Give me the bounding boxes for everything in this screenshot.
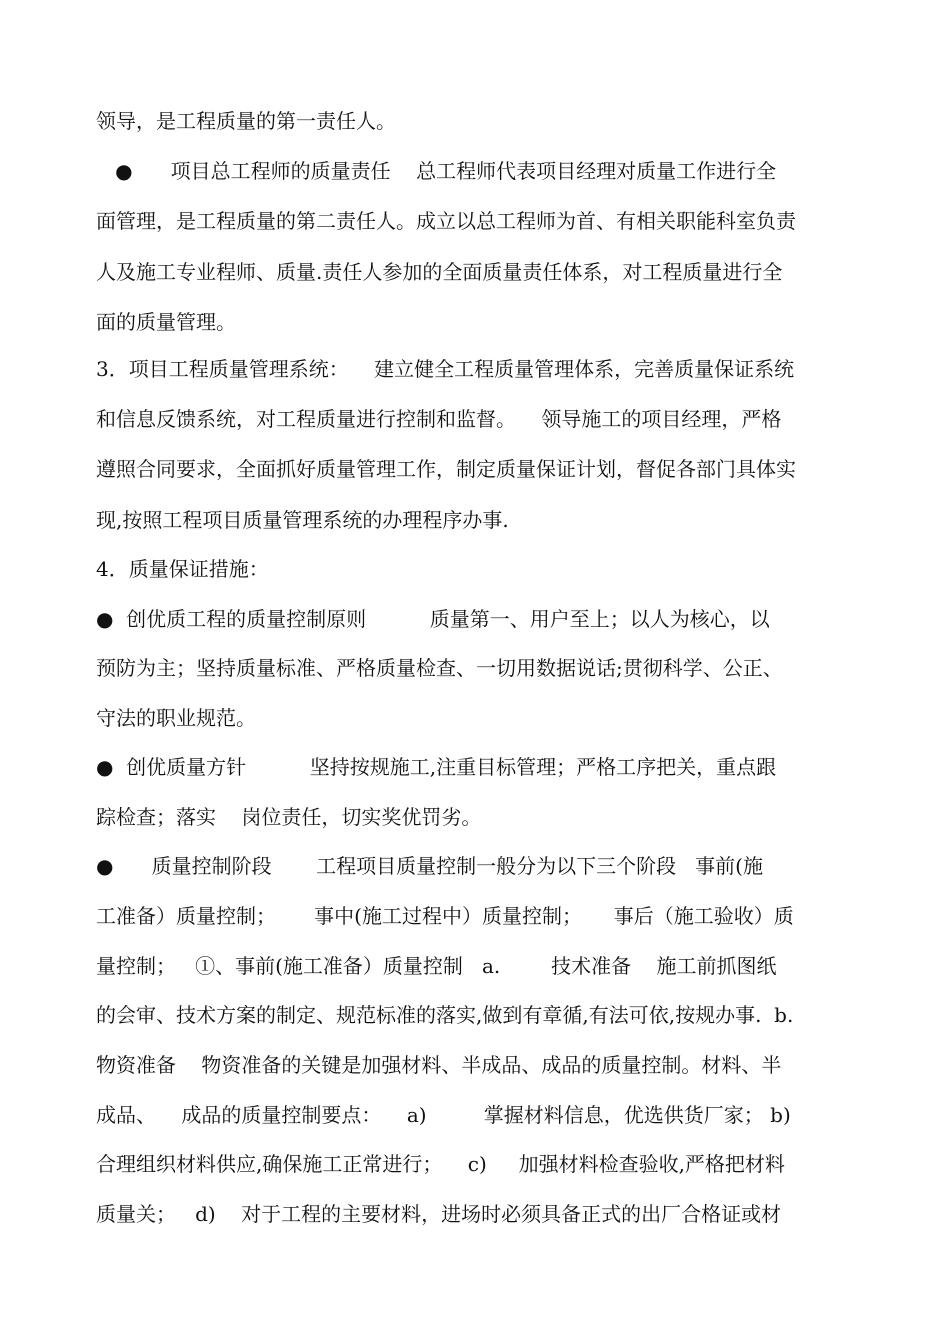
text-line: 工准备）质量控制； 事中(施工过程中）质量控制； 事后（施工验收）质 xyxy=(96,904,794,928)
text-line: 4．质量保证措施： xyxy=(96,557,269,581)
text-line: 和信息反馈系统，对工程质量进行控制和监督。 领导施工的项目经理，严格 xyxy=(96,407,782,431)
text-line: 成品、 成品的质量控制要点： a) 掌握材料信息，优选供货厂家； b) xyxy=(96,1103,791,1127)
text-line: 合理组织材料供应,确保施工正常进行； c) 加强材料检查验收,严格把材料 xyxy=(96,1152,785,1176)
text-line: 面的质量管理。 xyxy=(96,310,236,334)
text-line: 守法的职业规范。 xyxy=(96,706,256,730)
text-line: 量控制； ①、事前(施工准备）质量控制 a. 技术准备 施工前抓图纸 xyxy=(96,954,777,978)
text-line: 3．项目工程质量管理系统： 建立健全工程质量管理体系，完善质量保证系统 xyxy=(96,357,795,381)
text-line: 物资准备 物资准备的关键是加强材料、半成品、成品的质量控制。材料、半 xyxy=(96,1053,782,1077)
text-line: 领导，是工程质量的第一责任人。 xyxy=(96,109,396,133)
text-line: 的会审、技术方案的制定、规范标准的落实,做到有章循,有法可依,按规办事. b. xyxy=(96,1003,794,1027)
text-line: 预防为主；坚持质量标准、严格质量检查、一切用数据说话;贯彻科学、公正、 xyxy=(96,656,783,680)
text-line: 人及施工专业程师、质量.责任人参加的全面质量责任体系，对工程质量进行全 xyxy=(96,260,783,284)
text-line: 遵照合同要求，全面抓好质量管理工作，制定质量保证计划，督促各部门具体实 xyxy=(96,457,796,481)
text-line: 踪检查；落实 岗位责任，切实奖优罚劣。 xyxy=(96,805,482,829)
text-line: 面管理，是工程质量的第二责任人。成立以总工程师为首、有相关职能科室负责 xyxy=(96,209,796,233)
text-line: ● 项目总工程师的质量责任 总工程师代表项目经理对质量工作进行全 xyxy=(96,159,777,183)
text-line: ● 创优质工程的质量控制原则 质量第一、用户至上；以人为核心，以 xyxy=(96,607,770,631)
text-line: 现,按照工程项目质量管理系统的办理程序办事. xyxy=(96,508,509,532)
text-line: ● 创优质量方针 坚持按规施工,注重目标管理；严格工序把关，重点跟 xyxy=(96,755,777,779)
text-line: ● 质量控制阶段 工程项目质量控制一般分为以下三个阶段 事前(施 xyxy=(96,854,763,878)
text-line: 质量关； d) 对于工程的主要材料，进场时必须具备正式的出厂合格证或材 xyxy=(96,1202,782,1226)
